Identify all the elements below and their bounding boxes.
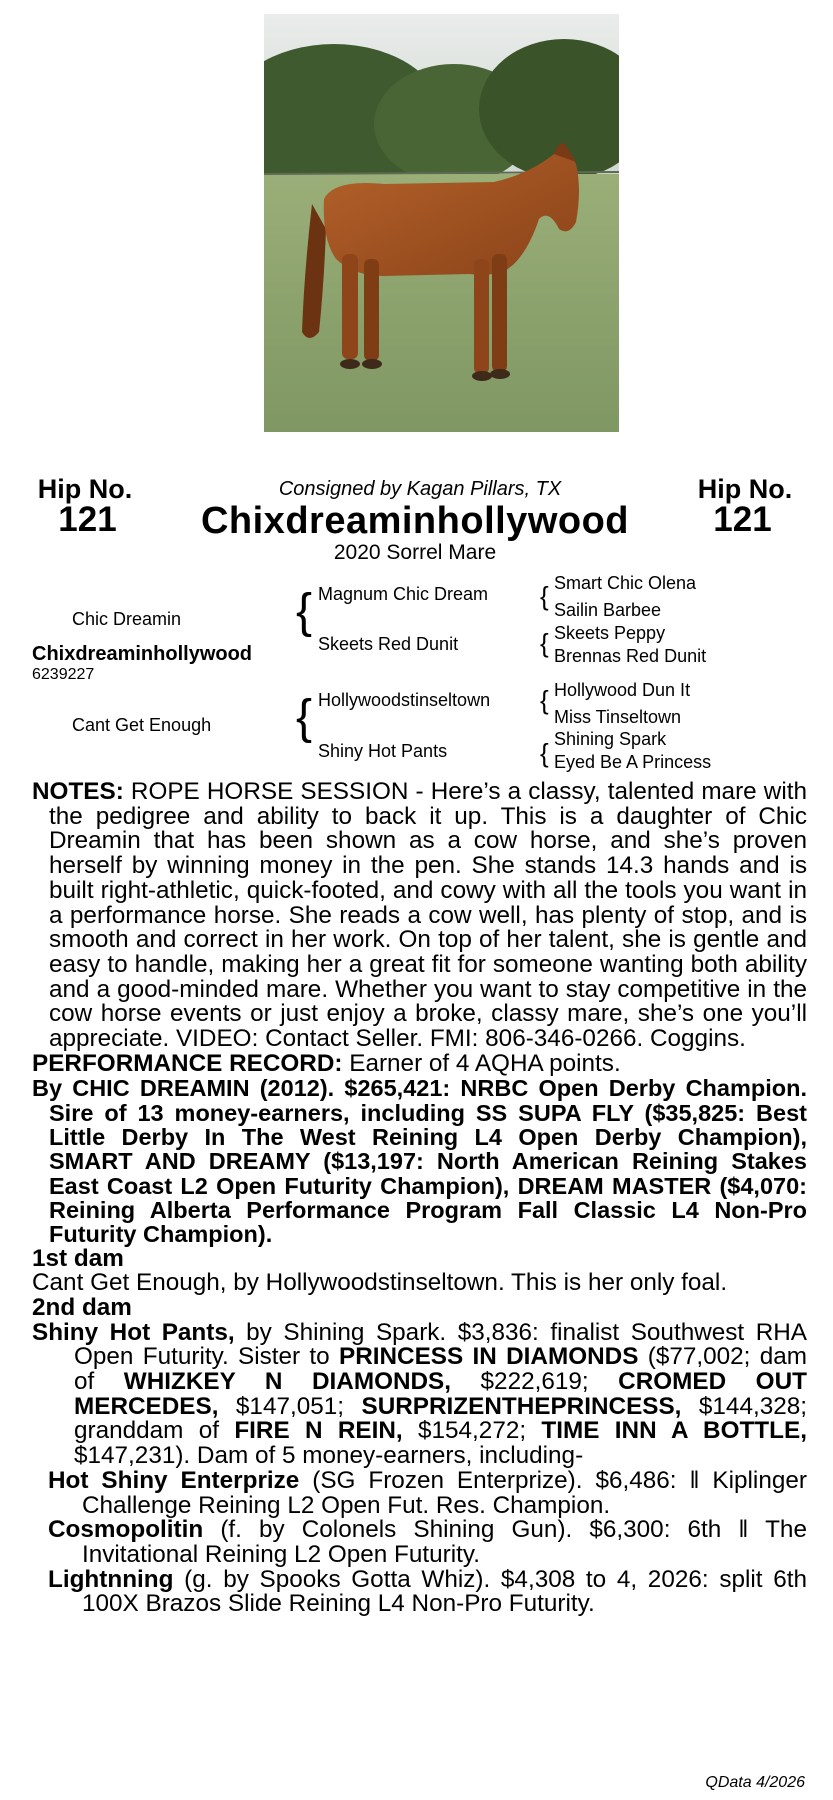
hip-number-left: 121 xyxy=(58,500,117,539)
brace-icon: { xyxy=(540,581,549,611)
hip-label-left: Hip No. xyxy=(37,474,133,504)
horse-name: Chixdreaminhollywood xyxy=(200,500,630,542)
pedigree-sire-sire: Magnum Chic Dream xyxy=(318,584,489,604)
pedigree-sire-dam: Skeets Red Dunit xyxy=(318,634,459,654)
second-dam-text-3: $222,619; xyxy=(480,1368,589,1396)
brace-icon: { xyxy=(296,585,313,638)
second-dam-text-4: $147,051; xyxy=(235,1392,345,1420)
pedigree-sd-dam: Brennas Red Dunit xyxy=(554,646,707,666)
hip-number-right: 121 xyxy=(713,500,772,539)
second-dam-heading: 2nd dam xyxy=(32,1293,132,1321)
pedigree-dam: Cant Get Enough xyxy=(72,715,212,735)
second-dam-text-2: ($77,002; dam of xyxy=(74,1343,807,1396)
produce-text: (SG Frozen Enterprize). $6,486: xyxy=(312,1466,677,1494)
produce-item xyxy=(32,1565,807,1618)
performance-label: PERFORMANCE RECORD: xyxy=(32,1049,343,1077)
pedigree-sd-sire: Skeets Peppy xyxy=(554,623,666,643)
pedigree-sire: Chic Dreamin xyxy=(72,609,182,629)
horse-photo xyxy=(264,14,619,432)
registered-name: Chixdreaminhollywood xyxy=(32,643,253,665)
sire-record: By CHIC DREAMIN (2012). $265,421: NRBC Open Derby Champion. Sire of 13 money-earners, including SS SUPA FLY ($35,825: Best Little Derby In The West Reining L4 Open Derby Champion), SMART AND DREAMY ($13,197: North American Reining Stakes East Coast L2 Open Futurity Champion), DREAM MASTER ($4,070: Reining Alberta Performance Program Fall Classic L4 Non-Pro Futurity Champion). xyxy=(32,1075,807,1248)
second-dam-text-1: by Shining Spark. $3,836: finalist Southwest RHA Open Futurity. Sister to xyxy=(74,1318,808,1371)
pedigree-ds-sire: Hollywood Dun It xyxy=(554,680,691,700)
pedigree-ss-dam: Sailin Barbee xyxy=(554,600,662,620)
produce-item xyxy=(32,1466,807,1519)
second-dam-text xyxy=(32,1318,808,1470)
first-dam-text: Cant Get Enough, by Hollywoodstinseltown. This is her only foal. xyxy=(32,1269,728,1297)
second-dam-name: Shiny Hot Pants, xyxy=(32,1318,235,1346)
brace-icon: { xyxy=(296,691,313,744)
registration-number: 6239227 xyxy=(32,666,95,683)
produce-text-2: split 6th 100X Brazos Slide Reining L4 Non-Pro Futurity. xyxy=(82,1565,807,1618)
pedigree-dd-dam: Eyed Be A Princess xyxy=(554,752,712,772)
second-dam-bold-2: WHIZKEY N DIAMONDS, xyxy=(123,1368,452,1396)
performance-record xyxy=(32,1049,807,1077)
catalog-body xyxy=(32,780,807,1617)
performance-text: Earner of 4 AQHA points. xyxy=(349,1049,621,1077)
second-dam-bold-1: PRINCESS IN DIAMONDS xyxy=(339,1343,639,1371)
produce-text: (f. by Colonels Shining Gun). $6,300: 6th xyxy=(220,1516,722,1544)
produce-name: Hot Shiny Enterprize xyxy=(48,1466,300,1494)
second-dam-bold-5: FIRE N REIN, xyxy=(234,1417,403,1445)
produce-text-2: ‖ The Invitational Reining L2 Open Futurity. xyxy=(82,1516,807,1568)
pedigree-ss-sire: Smart Chic Olena xyxy=(554,573,697,593)
notes-text: ROPE HORSE SESSION - Here’s a classy, talented mare with the pedigree and ability to back it up. This is a daughter of Chic Dreamin that has been shown as a cow horse, and she’s proven herself by winning money in the pen. She stands 14.3 hands and is built right-athletic, quick-footed, and cowy with all the tools you want in a performance horse. She reads a cow well, has plenty of stop, and is smooth and correct in her work. On top of her talent, she is gentle and easy to handle, making her a great fit for someone wanting both ability and a good-minded mare. Whether you want to stay competitive in the cow horse events or just enjoy a broke, classy mare, she’s one you’ll appreciate. VIDEO: Contact Seller. FMI: 806-346-0266. Coggins. xyxy=(49,778,807,1053)
consignor: Consigned by Kagan Pillars, TX xyxy=(278,478,562,500)
brace-icon: { xyxy=(540,628,549,658)
first-dam-heading: 1st dam xyxy=(32,1244,124,1272)
second-dam-bold-6: TIME INN A BOTTLE, xyxy=(541,1417,807,1445)
produce-text: (g. by Spooks Gotta Whiz). $4,308 to 4, 2026: xyxy=(184,1565,709,1593)
second-dam-text-7: $147,231). Dam of 5 money-earners, including- xyxy=(74,1442,584,1470)
notes-label: NOTES: xyxy=(32,778,124,805)
produce-text-2: ‖ Kiplinger Challenge Reining L2 Open Fut. Res. Champion. xyxy=(82,1466,807,1519)
pedigree-dam-dam: Shiny Hot Pants xyxy=(318,741,448,761)
pedigree-dam-sire: Hollywoodstinseltown xyxy=(318,690,491,710)
brace-icon: { xyxy=(540,738,549,768)
second-dam-text-6: $154,272; xyxy=(418,1417,527,1445)
pedigree-ds-dam: Miss Tinseltown xyxy=(554,707,682,727)
hip-label-right: Hip No. xyxy=(697,474,793,504)
horse-description: 2020 Sorrel Mare xyxy=(333,541,497,564)
produce-item xyxy=(32,1518,807,1567)
brace-icon: { xyxy=(540,685,549,715)
footer-credit: QData 4/2026 xyxy=(705,1774,805,1791)
second-dam-bold-3: CROMED OUT MERCEDES, xyxy=(74,1368,807,1420)
produce-name: Lightnning xyxy=(48,1565,174,1593)
pedigree-dd-sire: Shining Spark xyxy=(554,729,667,749)
second-dam-text-5: $144,328; granddam of xyxy=(74,1392,807,1445)
notes-paragraph xyxy=(32,780,807,1052)
produce-name: Cosmopolitin xyxy=(48,1516,204,1544)
second-dam-bold-4: SURPRIZENTHEPRINCESS, xyxy=(361,1392,682,1420)
